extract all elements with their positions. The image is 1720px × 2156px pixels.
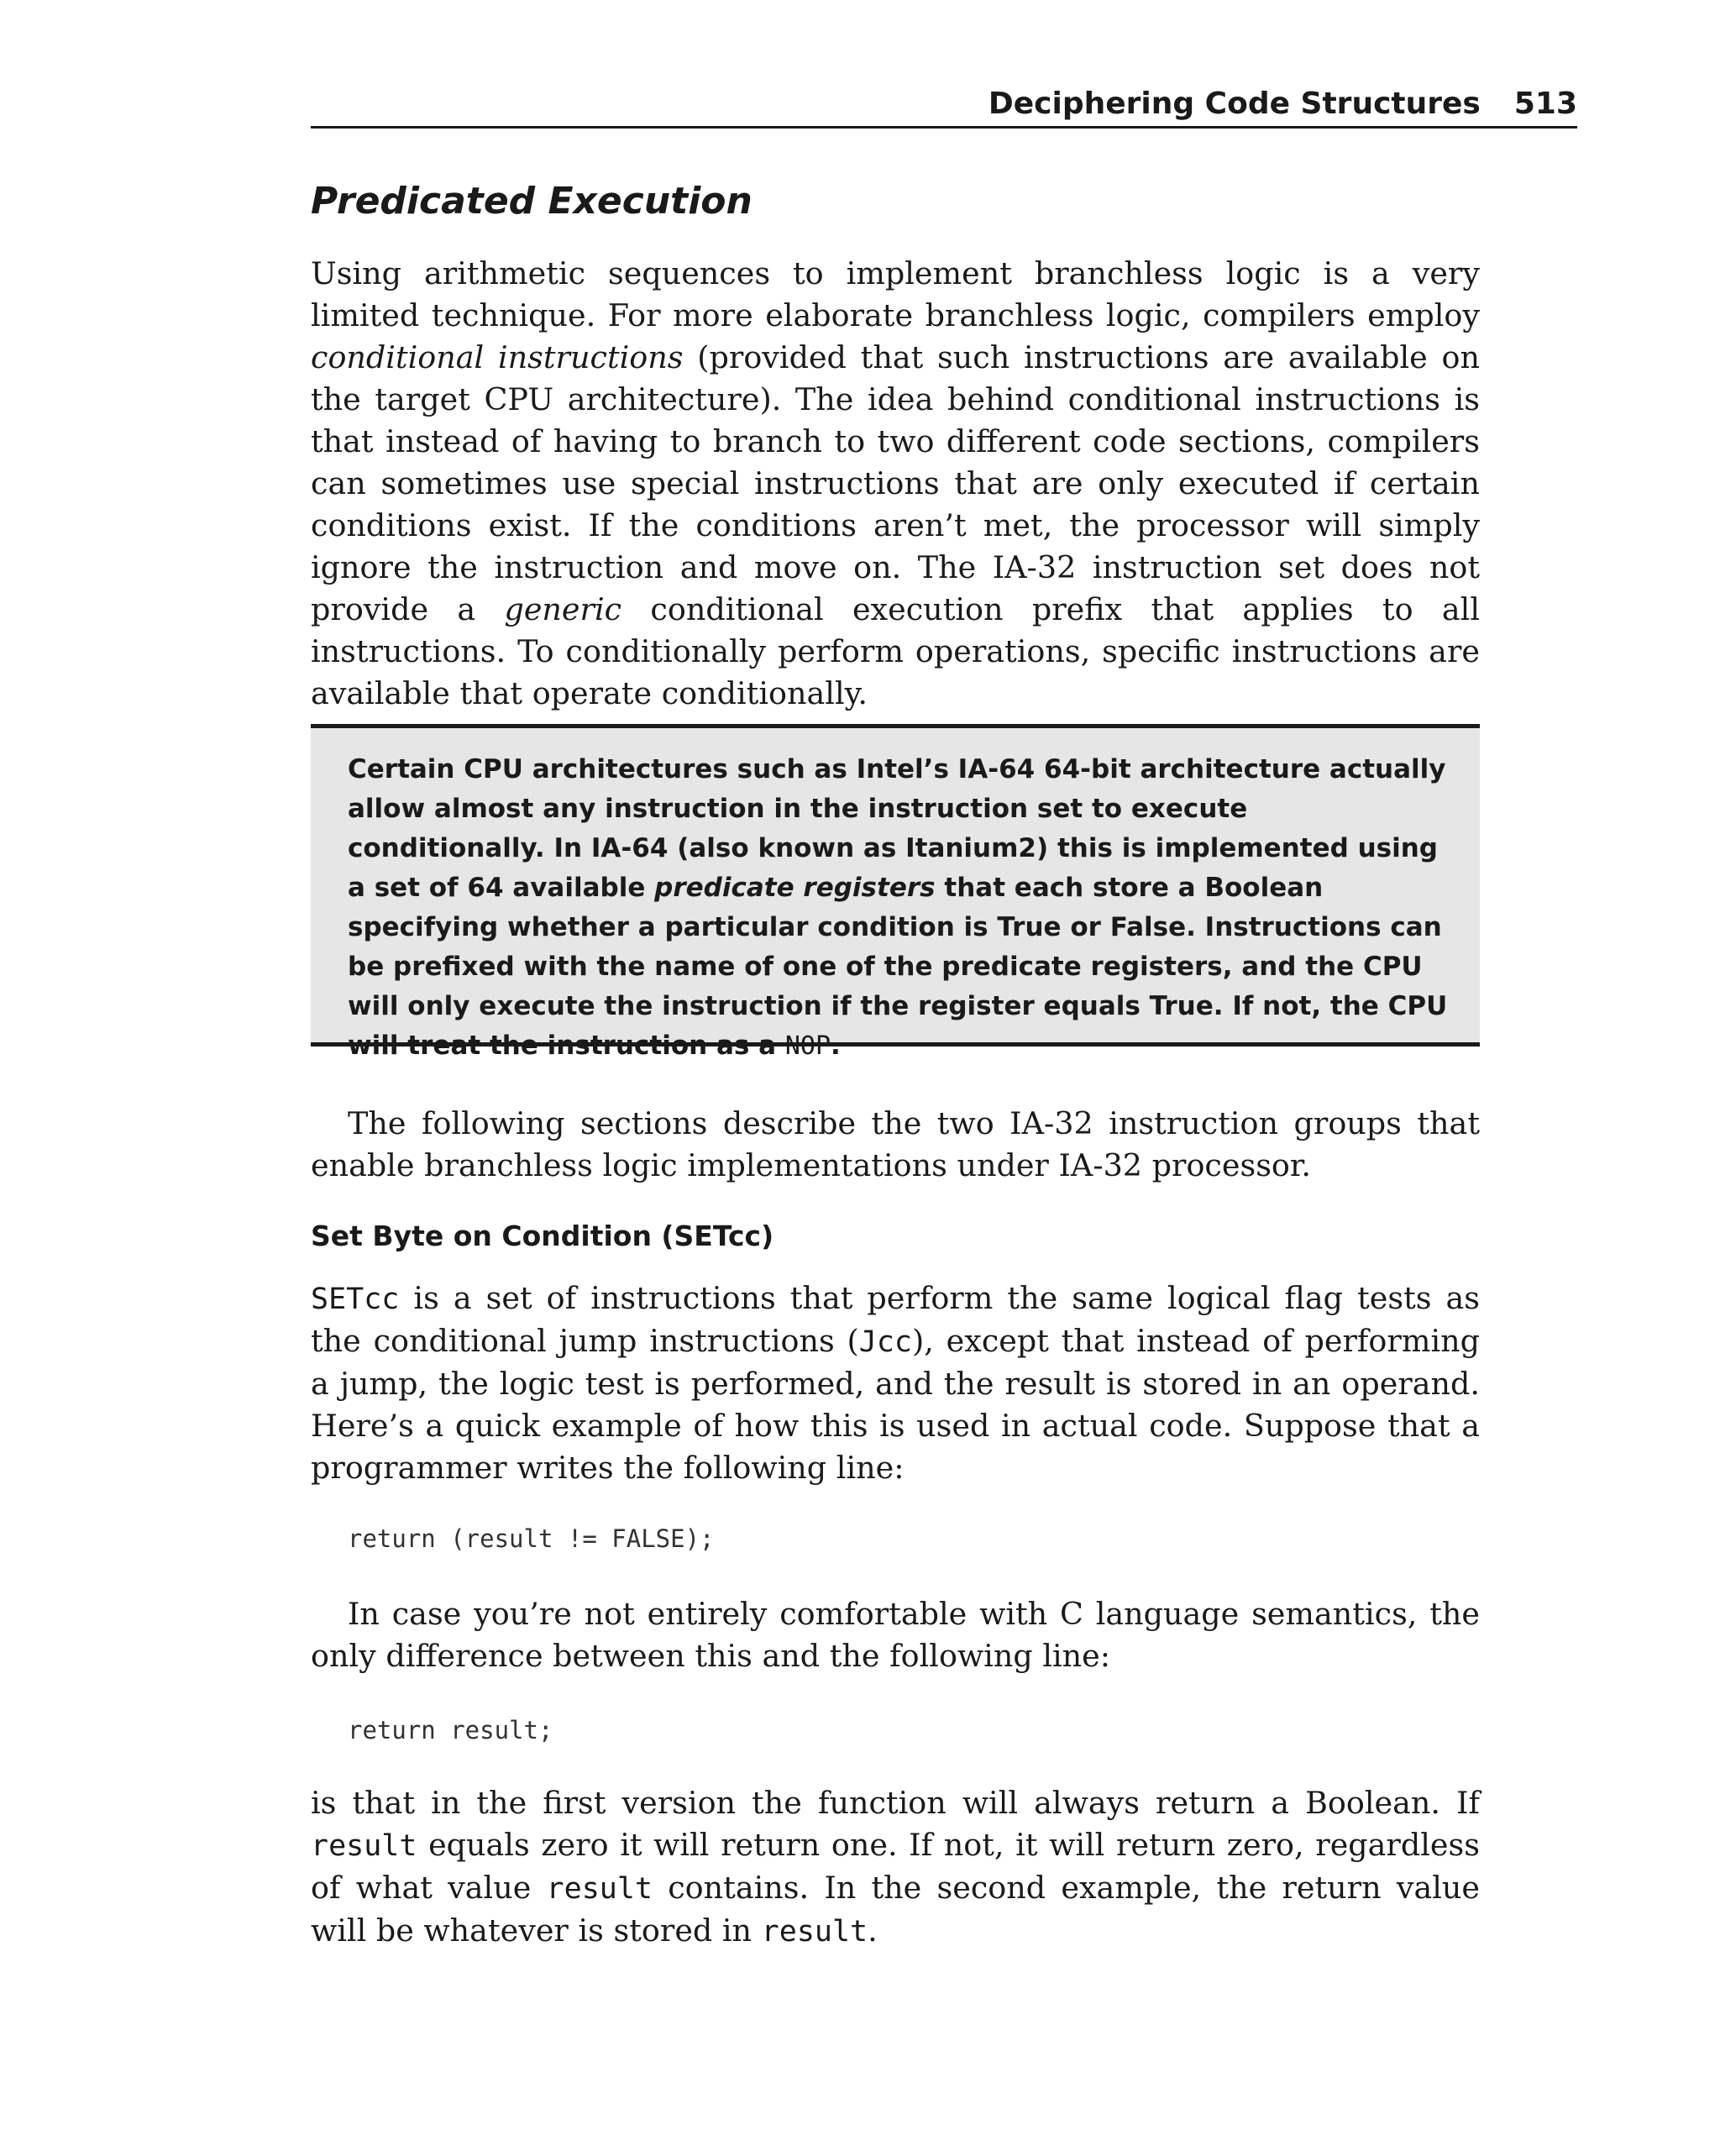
intro-paragraph [311,253,1480,715]
setcc-paragraph [311,1277,1480,1489]
code-block-1: return (result != FALSE); [348,1524,715,1553]
text-run: that each store a Boolean specifying whether a particular condition is True or False. Instructions can be prefixed with the name of one of the predicate registers, and the CPU will only execute the instruction if the register equals True. If not, the CPU will treat the instruction as a [348,873,1448,1061]
text-run: equals zero it will return one. If not, it will return zero, regardless of what value [311,1827,1480,1906]
text-run: . [868,1912,878,1949]
inline-code: SETcc [311,1283,400,1316]
text-run: is a set of instructions that perform the same logical flag tests as the conditional jump instructions ( [311,1280,1480,1359]
emphasis-term: predicate registers [654,873,936,903]
text-run: ), except that instead of performing a jump, the logic test is performed, and the result is stored in an operand. Here’s a quick example of how this is used in actual code. Suppose that a programmer writes the following line: [311,1323,1481,1486]
note-text [348,750,1448,1066]
page-number: 513 [1513,87,1577,121]
emphasis-term: generic [504,591,622,627]
text-run: contains. In the second example, the return value will be whatever is stored in [311,1870,1480,1949]
running-title: Deciphering Code Structures [988,87,1481,121]
note-box [311,724,1480,1061]
text-run: . [831,1031,841,1061]
text-run: Certain CPU architectures such as Intel’s IA-64 64-bit architecture actually allow almost any instruction in the instruction set to execute conditionally. In IA-64 (also known as Itanium2) this is implemented using a set of 64 available [348,754,1446,903]
text-run: (provided that such instructions are available on the target CPU architecture). The idea behind conditional instructions is that instead of having to branch to two different code sections, compilers can sometimes use special instructions that are only executed if certain conditions exist. If the conditions aren’t met, the processor will simply ignore the instruction and move on. The IA-32 instruction set does not provide a [311,339,1480,627]
text-run: Using arithmetic sequences to implement branchless logic is a very limited technique. For more elaborate branchless logic, compilers employ [311,255,1480,333]
inline-code: result [546,1872,653,1906]
inline-code: result [761,1915,868,1949]
semantics-paragraph: In case you’re not entirely comfortable with C language semantics, the only difference between this and the following line: [311,1596,1480,1674]
subsection-title: Set Byte on Condition (SETcc) [311,1220,774,1252]
code-block-2: return result; [348,1716,553,1744]
sections-paragraph: The following sections describe the two IA-32 instruction groups that enable branchless logic implementations under IA-32 processor. [311,1105,1480,1183]
inline-code: Jcc [858,1325,912,1359]
inline-code: result [311,1829,417,1863]
return-paragraph [311,1782,1480,1953]
inline-code: NOP [784,1031,831,1061]
section-title: Predicated Execution [311,180,752,223]
page-header [311,77,1577,129]
text-run: conditional execution prefix that applies to all instructions. To conditionally perform operations, specific instructions are available that operate conditionally. [311,591,1480,711]
emphasis-term: conditional instructions [311,339,684,375]
header-text [988,87,1577,121]
text-run: is that in the first version the function will always return a Boolean. If [311,1785,1480,1821]
